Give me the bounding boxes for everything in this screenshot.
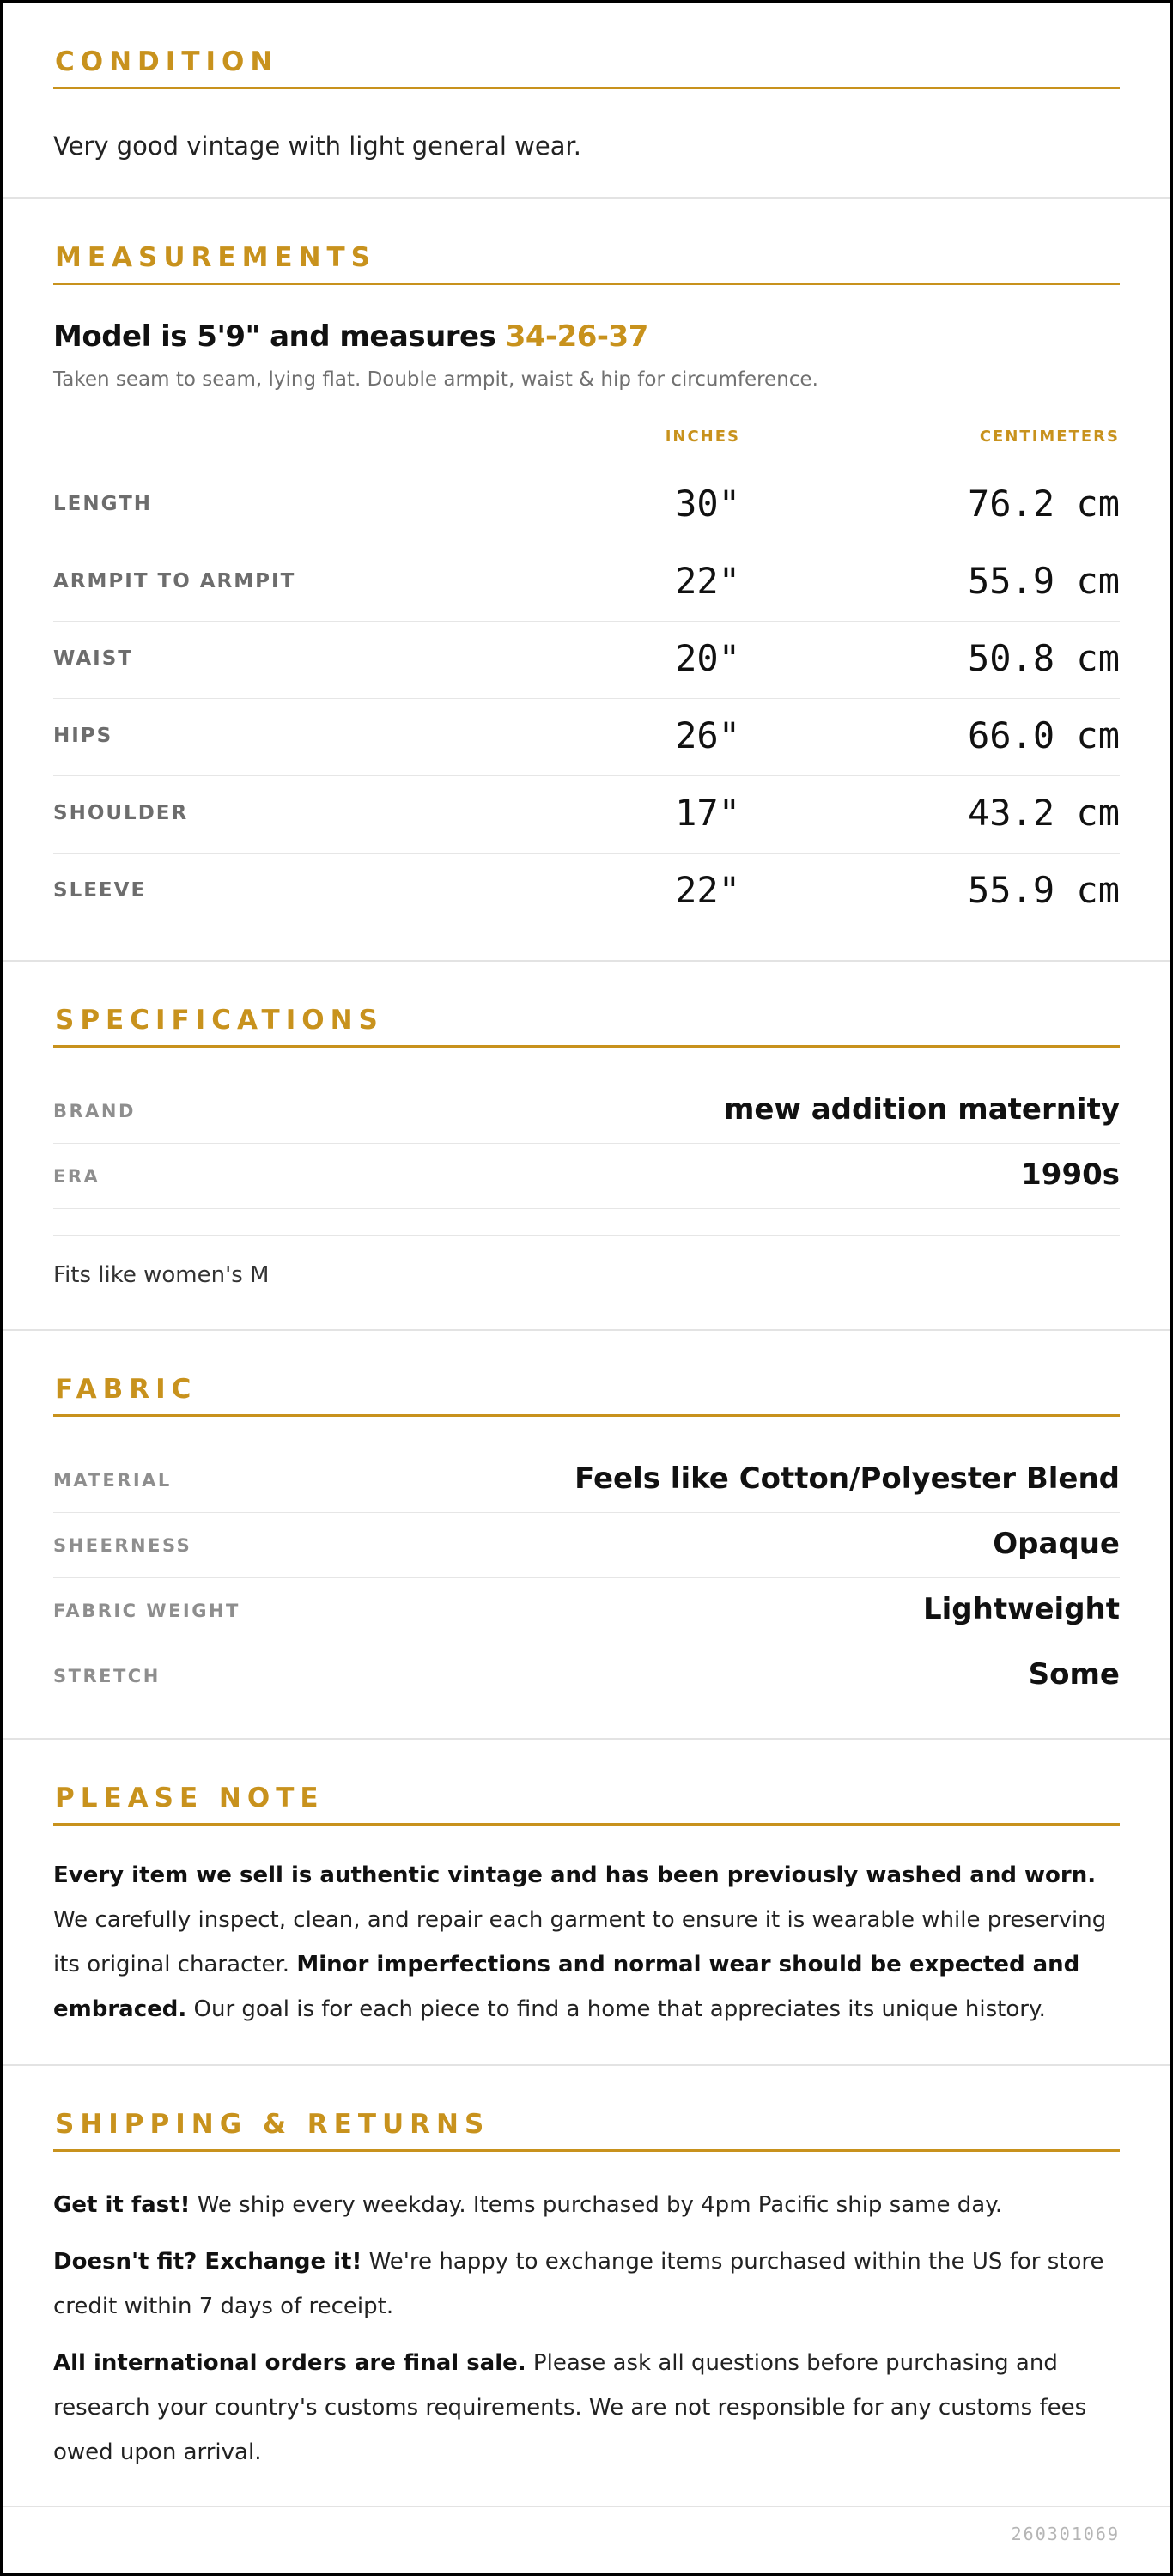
spec-label: ERA <box>53 1166 100 1187</box>
measurement-label: SLEEVE <box>53 879 147 902</box>
note-bold-imperfections: Minor imperfections and normal wear should be expected and embraced. <box>53 1952 1080 2022</box>
please-note-text <box>53 1853 1120 2032</box>
fabric-label: FABRIC WEIGHT <box>53 1601 240 1621</box>
shipping-fast-bold: Get it fast! <box>53 2192 191 2218</box>
specifications-heading <box>53 1005 1120 1048</box>
shipping-exchange-bold: Doesn't fit? Exchange it! <box>53 2249 362 2275</box>
please-note-heading-text: PLEASE NOTE <box>55 1783 325 1814</box>
fabric-value: Feels like Cotton/Polyester Blend <box>574 1461 1120 1496</box>
shipping-paragraph-international <box>53 2341 1120 2475</box>
measurement-inches: 30" <box>675 483 740 525</box>
shipping-heading <box>53 2109 1120 2152</box>
inches-column-header: INCHES <box>665 428 740 446</box>
measurement-inches: 22" <box>675 560 740 602</box>
please-note-heading <box>53 1783 1120 1826</box>
fabric-value: Some <box>1028 1657 1120 1692</box>
measurements-heading <box>53 242 1120 285</box>
condition-text: Very good vintage with light general wear. <box>53 131 581 161</box>
item-serial-number: 260301069 <box>1011 2524 1120 2544</box>
measurement-cm: 50.8 cm <box>967 637 1120 679</box>
measurement-row-hips <box>53 699 1120 776</box>
measurement-label: HIPS <box>53 725 113 747</box>
product-details-panel <box>3 3 1170 2573</box>
measurement-label: ARMPIT TO ARMPIT <box>53 570 296 592</box>
measurement-row-shoulder <box>53 776 1120 854</box>
fabric-label: SHEERNESS <box>53 1535 192 1556</box>
shipping-international-bold: All international orders are final sale. <box>53 2350 526 2376</box>
note-text-goal: Our goal is for each piece to find a home that appreciates its unique history. <box>186 1996 1046 2022</box>
measurement-cm: 55.9 cm <box>967 560 1120 602</box>
note-bold-authentic: Every item we sell is authentic vintage and has been previously washed and worn. <box>53 1862 1097 1888</box>
note-text-inspect: We carefully inspect, clean, and repair each garment to ensure it is wearable while preserving its original character. <box>53 1907 1107 1978</box>
fabric-heading <box>53 1374 1120 1417</box>
specifications-heading-text: SPECIFICATIONS <box>55 1005 384 1036</box>
spec-value: mew addition maternity <box>723 1092 1120 1127</box>
shipping-international-text: Please ask all questions before purchasing and research your country's customs requirements. We are not responsible for any customs fees owed upon arrival. <box>53 2350 1087 2465</box>
model-measurements <box>53 319 648 354</box>
shipping-heading-text: SHIPPING & RETURNS <box>55 2109 490 2140</box>
measurement-row-sleeve <box>53 854 1120 931</box>
fabric-row-weight <box>53 1578 1120 1643</box>
measurements-heading-text: MEASUREMENTS <box>55 242 377 273</box>
measurement-inches: 17" <box>675 792 740 834</box>
spec-value: 1990s <box>1021 1157 1120 1192</box>
measurements-subtitle: Taken seam to seam, lying flat. Double armpit, waist & hip for circumference. <box>53 368 818 391</box>
measurement-label: WAIST <box>53 647 133 670</box>
fabric-label: STRETCH <box>53 1666 161 1686</box>
fabric-label: MATERIAL <box>53 1470 172 1491</box>
fabric-row-sheerness <box>53 1513 1120 1578</box>
measurement-inches: 22" <box>675 869 740 911</box>
model-prefix: Model is 5'9" and measures <box>53 319 506 354</box>
fabric-value: Lightweight <box>922 1592 1120 1626</box>
shipping-fast-text: We ship every weekday. Items purchased by 4pm Pacific ship same day. <box>190 2192 1003 2218</box>
spec-label: BRAND <box>53 1101 136 1121</box>
fabric-heading-text: FABRIC <box>55 1374 198 1405</box>
fabric-row-stretch <box>53 1643 1120 1709</box>
measurement-row-armpit <box>53 544 1120 622</box>
shipping-exchange-text: We're happy to exchange items purchased within the US for store credit within 7 days of receipt. <box>53 2249 1104 2319</box>
spec-row-brand <box>53 1078 1120 1144</box>
measurement-label: SHOULDER <box>53 802 189 824</box>
centimeters-column-header: CENTIMETERS <box>979 428 1120 446</box>
fabric-row-material <box>53 1448 1120 1513</box>
shipping-section <box>3 2066 1170 2507</box>
measurement-inches: 26" <box>675 714 740 756</box>
condition-section <box>3 3 1170 199</box>
condition-heading-text: CONDITION <box>55 46 279 77</box>
measurement-label: LENGTH <box>53 493 153 515</box>
shipping-paragraph-exchange <box>53 2239 1120 2329</box>
spec-row-era <box>53 1144 1120 1209</box>
measurement-row-length <box>53 467 1120 544</box>
spec-divider <box>53 1235 1120 1236</box>
fit-note: Fits like women's M <box>53 1262 270 1288</box>
please-note-section <box>3 1740 1170 2066</box>
measurement-cm: 43.2 cm <box>967 792 1120 834</box>
condition-heading <box>53 46 1120 89</box>
shipping-paragraph-fast <box>53 2183 1120 2227</box>
measurement-row-waist <box>53 622 1120 699</box>
fabric-value: Opaque <box>993 1527 1120 1561</box>
measurement-cm: 66.0 cm <box>967 714 1120 756</box>
measurement-inches: 20" <box>675 637 740 679</box>
model-numbers: 34-26-37 <box>505 319 648 354</box>
measurement-cm: 55.9 cm <box>967 869 1120 911</box>
measurement-cm: 76.2 cm <box>967 483 1120 525</box>
